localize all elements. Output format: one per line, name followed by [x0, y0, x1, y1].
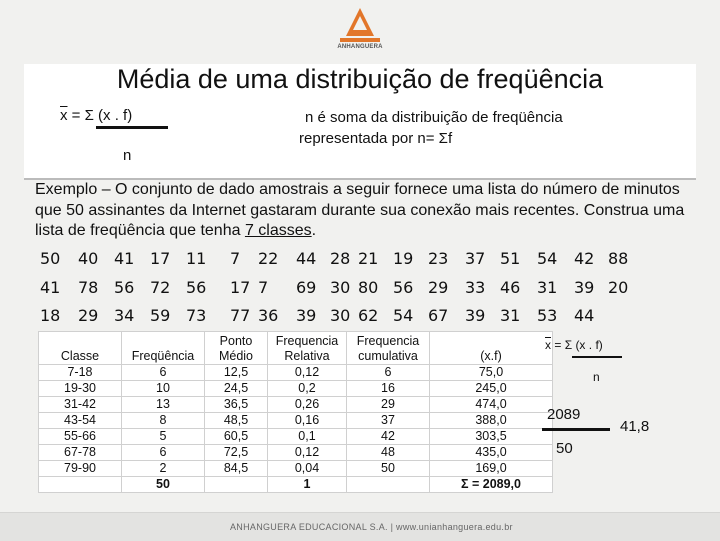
example-end: .	[311, 222, 317, 239]
example-text: Exemplo – O conjunto de dado amostrais a seguir fornece uma lista do número de minutos que 50 assinantes da Internet gastaram durante sua conexão mais recentes. Construa uma lista de freqüência que tenha	[35, 181, 685, 239]
table-cell: 42	[347, 429, 430, 445]
formula-denominator: n	[123, 147, 132, 164]
table-cell: 16	[347, 381, 430, 397]
table-row	[39, 413, 553, 429]
table-cell: 0,16	[268, 413, 347, 429]
table-header-cell: Frequencia Relativa	[268, 332, 347, 365]
data-value: 30	[330, 278, 351, 297]
data-value: 56	[114, 278, 135, 297]
table-cell: 6	[347, 365, 430, 381]
frequency-table	[38, 331, 553, 493]
table-total-cell: 1	[268, 477, 347, 493]
data-value: 28	[330, 249, 351, 268]
data-value: 54	[393, 306, 414, 325]
table-cell: 43-54	[39, 413, 122, 429]
table-total-cell: Σ = 2089,0	[430, 477, 553, 493]
table-cell: 31-42	[39, 397, 122, 413]
data-value: 7	[230, 249, 241, 268]
table-cell: 0,12	[268, 365, 347, 381]
data-value: 29	[428, 278, 449, 297]
table-header-cell: (x.f)	[430, 332, 553, 365]
table-row	[39, 429, 553, 445]
data-value: 17	[150, 249, 171, 268]
data-value: 88	[608, 249, 629, 268]
data-value: 46	[500, 278, 521, 297]
logo-mark-icon	[320, 6, 400, 46]
table-cell: 0,12	[268, 445, 347, 461]
mean-formula	[60, 107, 132, 124]
table-cell: 24,5	[205, 381, 268, 397]
explanation-line-2: representada por n= Σf	[299, 130, 453, 147]
example-classes: 7 classes	[244, 222, 312, 239]
data-value: 39	[465, 306, 486, 325]
table-row	[39, 365, 553, 381]
data-value: 39	[296, 306, 317, 325]
data-value: 31	[500, 306, 521, 325]
data-value: 11	[186, 249, 207, 268]
table-cell: 72,5	[205, 445, 268, 461]
data-value: 37	[465, 249, 486, 268]
data-value: 34	[114, 306, 135, 325]
calc-formula-num: Σ (x . f)	[564, 338, 603, 352]
table-totals-row	[39, 477, 553, 493]
calc-formula-line	[572, 356, 622, 358]
table-row	[39, 381, 553, 397]
table-header-cell: Ponto Médio	[205, 332, 268, 365]
data-value: 23	[428, 249, 449, 268]
data-value: 36	[258, 306, 279, 325]
data-value: 56	[186, 278, 207, 297]
table-row	[39, 397, 553, 413]
formula-fraction-line	[96, 126, 168, 129]
example-paragraph	[35, 180, 695, 242]
data-value: 41	[40, 278, 61, 297]
table-cell: 75,0	[430, 365, 553, 381]
data-value: 31	[537, 278, 558, 297]
table-cell: 0,2	[268, 381, 347, 397]
table-cell: 0,26	[268, 397, 347, 413]
data-value: 67	[428, 306, 449, 325]
table-total-cell	[39, 477, 122, 493]
table-cell: 8	[122, 413, 205, 429]
calc-formula-eq: =	[551, 338, 565, 352]
data-value: 80	[358, 278, 379, 297]
table-cell: 29	[347, 397, 430, 413]
logo-brand-text: ANHANGUERA	[337, 44, 383, 50]
table-total-cell	[347, 477, 430, 493]
table-cell: 0,04	[268, 461, 347, 477]
calc-formula-den: n	[593, 370, 600, 384]
table-cell: 48,5	[205, 413, 268, 429]
table-cell: 6	[122, 445, 205, 461]
formula-numerator: Σ (x . f)	[84, 107, 133, 124]
calc-fraction-line	[542, 428, 610, 431]
table-cell: 474,0	[430, 397, 553, 413]
table-row	[39, 461, 553, 477]
data-value: 77	[230, 306, 251, 325]
data-value: 54	[537, 249, 558, 268]
calc-result: 41,8	[620, 418, 650, 435]
data-value: 29	[78, 306, 99, 325]
table-cell: 388,0	[430, 413, 553, 429]
data-value: 44	[574, 306, 595, 325]
data-value: 39	[574, 278, 595, 297]
calc-formula	[545, 338, 603, 352]
table-cell: 19-30	[39, 381, 122, 397]
table-cell: 435,0	[430, 445, 553, 461]
explanation-line-1: n é soma da distribuição de freqüência	[305, 109, 563, 126]
data-value: 59	[150, 306, 171, 325]
table-cell: 36,5	[205, 397, 268, 413]
data-value: 19	[393, 249, 414, 268]
table-cell: 0,1	[268, 429, 347, 445]
data-value: 20	[608, 278, 629, 297]
table-cell: 13	[122, 397, 205, 413]
data-value: 42	[574, 249, 595, 268]
table-total-cell	[205, 477, 268, 493]
data-value: 50	[40, 249, 61, 268]
table-cell: 37	[347, 413, 430, 429]
table-cell: 245,0	[430, 381, 553, 397]
data-value: 78	[78, 278, 99, 297]
calc-numerator: 2089	[547, 406, 581, 423]
formula-xbar: $\overline{x}$	[60, 107, 68, 124]
data-value: 69	[296, 278, 317, 297]
data-value: 73	[186, 306, 207, 325]
data-value: 30	[330, 306, 351, 325]
data-value: 41	[114, 249, 135, 268]
table-cell: 12,5	[205, 365, 268, 381]
calc-denominator: 50	[556, 440, 573, 457]
calc-formula-xbar: $\overline{x}$	[545, 338, 551, 352]
page-title: Média de uma distribuição de freqüência	[116, 64, 604, 94]
table-cell: 303,5	[430, 429, 553, 445]
data-value: 51	[500, 249, 521, 268]
table-cell: 67-78	[39, 445, 122, 461]
table-header-row	[39, 332, 553, 365]
data-value: 18	[40, 306, 61, 325]
table-header-cell: Freqüência	[122, 332, 205, 365]
table-cell: 48	[347, 445, 430, 461]
table-cell: 50	[347, 461, 430, 477]
data-value: 22	[258, 249, 279, 268]
table-cell: 60,5	[205, 429, 268, 445]
table-cell: 84,5	[205, 461, 268, 477]
data-value: 53	[537, 306, 558, 325]
footer-text: ANHANGUERA EDUCACIONAL S.A. | www.unianhanguera.edu.br	[230, 522, 513, 532]
table-cell: 2	[122, 461, 205, 477]
explanation-text	[299, 107, 659, 149]
data-value: 7	[258, 278, 269, 297]
table-cell: 6	[122, 365, 205, 381]
table-cell: 169,0	[430, 461, 553, 477]
table-header-cell: Frequencia cumulativa	[347, 332, 430, 365]
table-cell: 5	[122, 429, 205, 445]
data-value: 72	[150, 278, 171, 297]
table-cell: 10	[122, 381, 205, 397]
formula-equals: =	[67, 107, 85, 124]
data-value: 56	[393, 278, 414, 297]
table-total-cell: 50	[122, 477, 205, 493]
data-value: 33	[465, 278, 486, 297]
table-header-cell: Classe	[39, 332, 122, 365]
data-value: 44	[296, 249, 317, 268]
table-cell: 7-18	[39, 365, 122, 381]
data-value: 62	[358, 306, 379, 325]
data-value: 21	[358, 249, 379, 268]
table-cell: 79-90	[39, 461, 122, 477]
table-cell: 55-66	[39, 429, 122, 445]
data-value: 40	[78, 249, 99, 268]
data-value: 17	[230, 278, 251, 297]
anhanguera-logo	[320, 6, 400, 52]
table-row	[39, 445, 553, 461]
